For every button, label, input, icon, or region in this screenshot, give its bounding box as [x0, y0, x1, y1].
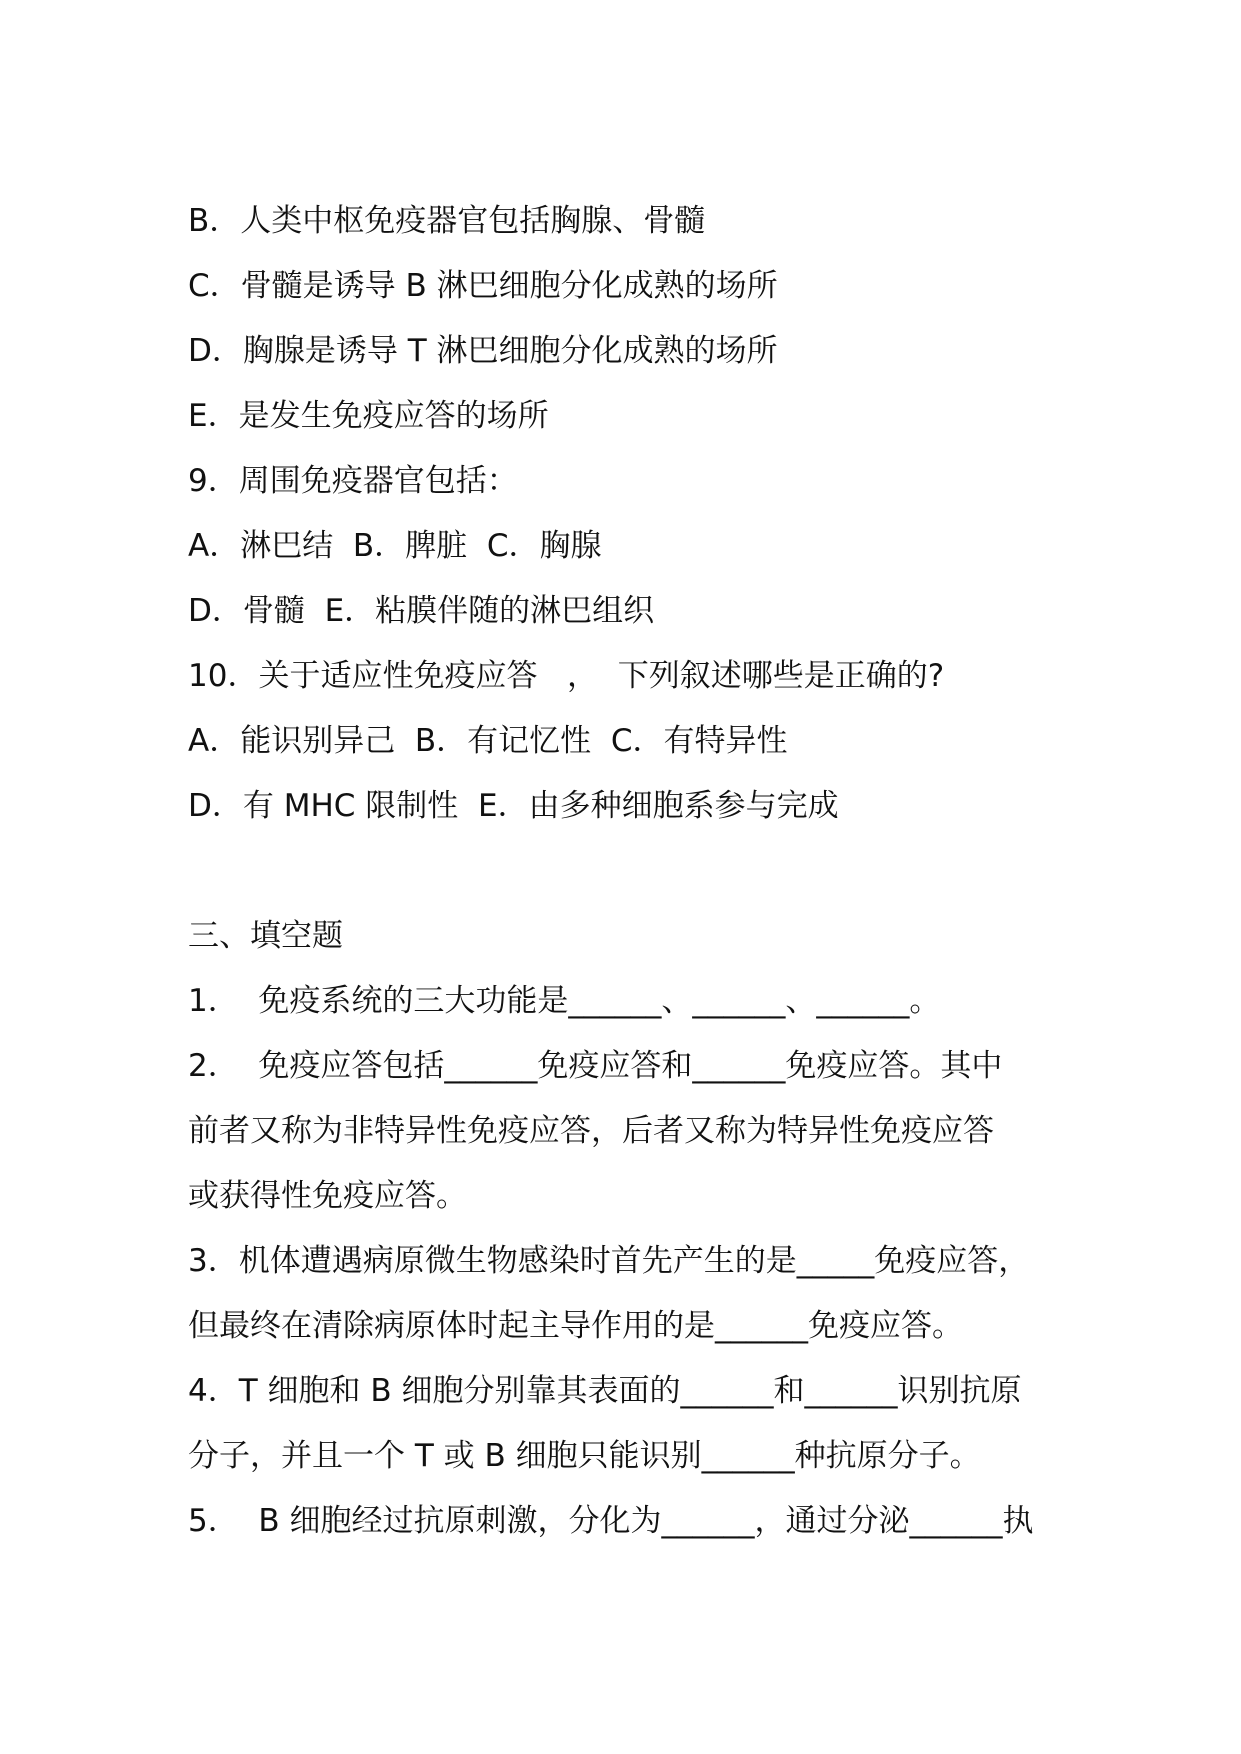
option-b-central-organs: B．人类中枢免疫器官包括胸腺、骨髓	[188, 203, 706, 239]
option-c-bone-marrow: C．骨髓是诱导 B 淋巴细胞分化成熟的场所	[188, 268, 778, 304]
fill-question-3-cont: 但最终在清除病原体时起主导作用的是______免疫应答。	[188, 1308, 963, 1344]
fill-question-2-cont: 前者又称为非特异性免疫应答，后者又称为特异性免疫应答	[188, 1113, 994, 1149]
section-title: 三、填空题	[188, 918, 343, 954]
fill-question-2: 2． 免疫应答包括______免疫应答和______免疫应答。其中	[188, 1048, 1003, 1084]
question-9-options-abc: A．淋巴结 B．脾脏 C．胸腺	[188, 528, 602, 564]
fill-question-3: 3．机体遭遇病原微生物感染时首先产生的是_____免疫应答，	[188, 1243, 1030, 1279]
fill-question-4: 4．T 细胞和 B 细胞分别靠其表面的______和______识别抗原	[188, 1373, 1022, 1409]
question-10-options-abc: A．能识别异己 B．有记忆性 C．有特异性	[188, 723, 788, 759]
question-10: 10．关于适应性免疫应答 ， 下列叙述哪些是正确的?	[188, 658, 945, 694]
fill-question-4-cont: 分子，并且一个 T 或 B 细胞只能识别______种抗原分子。	[188, 1438, 981, 1474]
fill-in-block	[188, 969, 1088, 1554]
section-spacer	[188, 839, 1088, 904]
fill-question-2-end: 或获得性免疫应答。	[188, 1178, 467, 1214]
fill-question-1: 1． 免疫系统的三大功能是______、______、______。	[188, 983, 941, 1019]
question-9: 9．周围免疫器官包括：	[188, 463, 518, 499]
fill-question-5: 5． B 细胞经过抗原刺激，分化为______，通过分泌______执	[188, 1503, 1034, 1539]
option-d-thymus: D．胸腺是诱导 T 淋巴细胞分化成熟的场所	[188, 333, 778, 369]
question-10-options-de: D．有 MHC 限制性 E．由多种细胞系参与完成	[188, 788, 839, 824]
option-e-response-site: E．是发生免疫应答的场所	[188, 398, 549, 434]
document-page	[188, 189, 1088, 1554]
options-block	[188, 189, 1088, 839]
question-9-options-de: D．骨髓 E．粘膜伴随的淋巴组织	[188, 593, 655, 629]
